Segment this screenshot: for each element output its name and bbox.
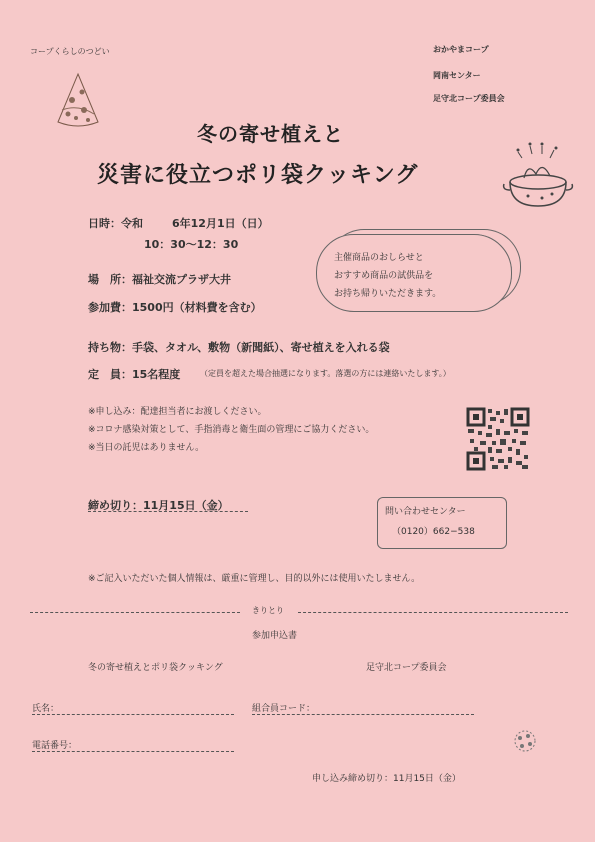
form-committee: 足守北コープ委員会 (366, 663, 447, 673)
date-label: 日時：令和 (88, 217, 143, 230)
org-name-ashimori: 足守北コープ委員会 (433, 94, 505, 103)
note-apply: ※申し込み：配達担当者にお渡しください。 (88, 407, 267, 417)
org-name-konan: 岡南センター (433, 71, 481, 80)
time-value: 10：30〜12：30 (144, 238, 239, 251)
org-name-okayama: おかやまコープ (433, 45, 489, 54)
series-label: コープくらしのつどい (30, 47, 110, 56)
capacity-label: 定 員：15名程度 (88, 368, 181, 381)
title-line-2: 災害に役立つポリ袋クッキング (97, 163, 419, 188)
note-covid: ※コロナ感染対策として、手指消毒と衛生面の管理にご協力ください。 (88, 425, 375, 435)
fee-line: 参加費：1500円（材料費を含む） (88, 301, 262, 314)
phone-field[interactable] (32, 751, 234, 752)
member-code-label: 組合員コード： (252, 704, 316, 714)
member-code-field[interactable] (252, 714, 474, 715)
pot-illustration (498, 138, 578, 212)
qr-code-icon (466, 407, 530, 471)
items-line: 持ち物：手袋、タオル、敷物（新聞紙）、寄せ植えを入れる袋 (88, 341, 390, 354)
flower-doodle-icon (510, 726, 540, 756)
date-value: 6年12月1日（日） (172, 217, 269, 230)
name-field[interactable] (32, 714, 234, 715)
form-event-name: 冬の寄せ植えとポリ袋クッキング (88, 663, 223, 673)
cloud-text-1: 主催商品のおしらせと (334, 253, 424, 263)
contact-phone: （0120）662−538 (392, 527, 475, 537)
contact-label: 問い合わせセンター (385, 507, 466, 517)
cut-label: きりとり (252, 606, 284, 615)
capacity-note: （定員を超えた場合抽選になります。落選の方には連絡いたします。） (200, 369, 451, 378)
cloud-text-2: おすすめ商品の試供品を (334, 271, 434, 281)
cut-line-left (30, 612, 240, 613)
place-line: 場 所：福祉交流プラザ大井 (88, 273, 231, 286)
cut-line-right (298, 612, 568, 613)
tree-illustration (52, 70, 104, 132)
privacy-notice: ※ご記入いただいた個人情報は、厳重に管理し、目的以外には使用いたしません。 (88, 574, 421, 584)
title-line-1: 冬の寄せ植えと (197, 122, 344, 146)
note-childcare: ※当日の託児はありません。 (88, 443, 205, 453)
phone-field-label: 電話番号： (32, 741, 78, 751)
deadline-text: 締め切り：11月15日（金） (88, 499, 229, 512)
name-field-label: 氏名： (32, 704, 60, 714)
form-deadline: 申し込み締め切り：11月15日（金） (312, 774, 461, 784)
form-heading: 参加申込書 (252, 631, 298, 641)
cloud-text-3: お持ち帰りいただきます。 (334, 289, 442, 299)
deadline-underline (88, 511, 248, 512)
